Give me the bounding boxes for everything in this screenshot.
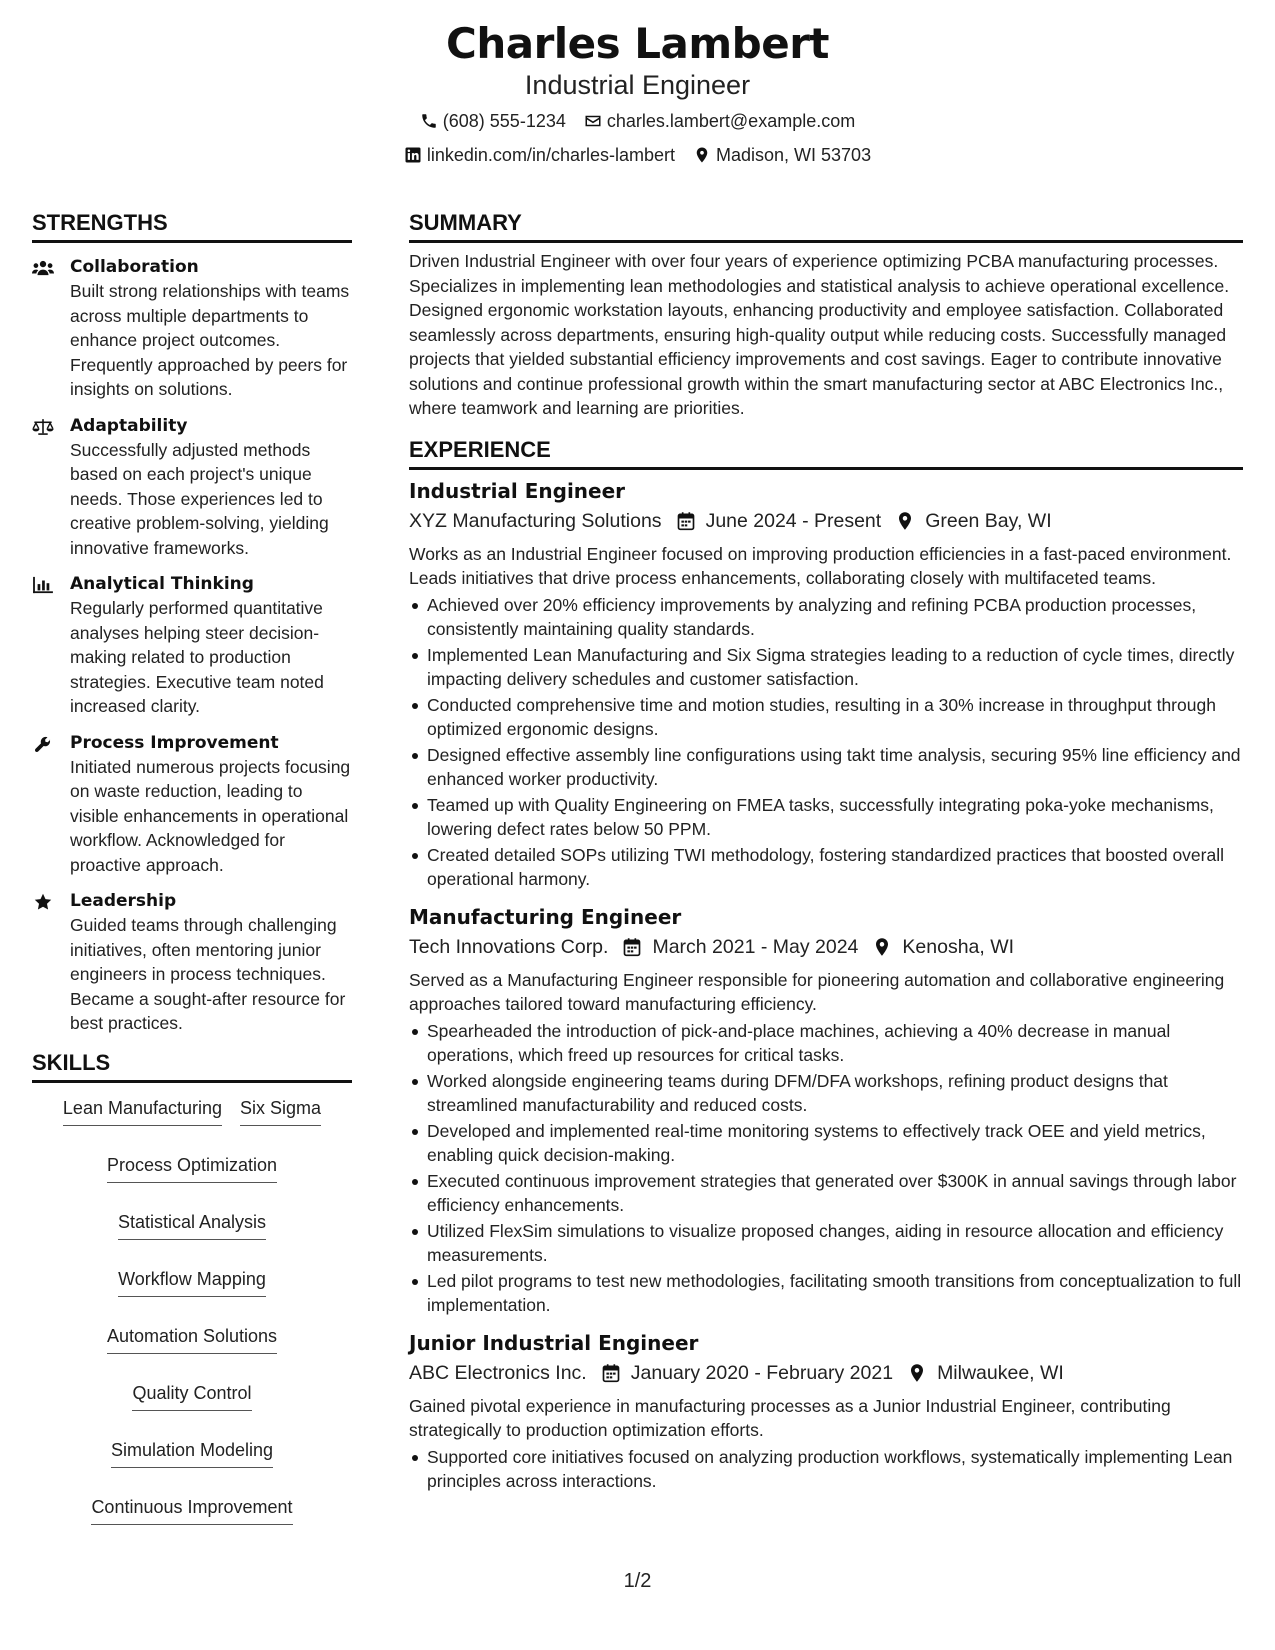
email-link[interactable]: charles.lambert@example.com (606, 110, 856, 131)
skill-tag: Workflow Mapping (118, 1264, 266, 1297)
contact-row-2 (0, 140, 1275, 170)
candidate-title: Industrial Engineer (524, 70, 751, 100)
job-entry (409, 476, 1243, 892)
job-bullet: Developed and implemented real-time monitoring systems to effectively track OEE and yield metrics, enabling quick decision-making. (409, 1119, 1243, 1168)
job-title: Industrial Engineer (409, 478, 626, 503)
job-bullet: Conducted comprehensive time and motion studies, resulting in a 30% increase in throughput through optimized ergonomic designs. (409, 693, 1243, 742)
calendar-icon (622, 937, 642, 957)
experience-heading: EXPERIENCE (409, 435, 1243, 470)
strength-desc: Successfully adjusted methods based on each project's unique needs. Those experiences led to creative problem-solving, yielding innovative frameworks. (70, 439, 329, 558)
strength-item (32, 731, 352, 878)
strength-title: Collaboration (70, 257, 199, 277)
page-number: 1/2 (623, 1570, 652, 1592)
strength-item (32, 414, 352, 561)
calendar-icon (601, 1363, 621, 1383)
job-bullet: Created detailed SOPs utilizing TWI methodology, fostering standardized practices that boosted overall operational harmony. (409, 843, 1243, 892)
skill-tag: Continuous Improvement (91, 1492, 292, 1525)
job-bullet: Implemented Lean Manufacturing and Six Sigma strategies leading to a reduction of cycle times, directly impacting delivery schedules and customer satisfaction. (409, 643, 1243, 692)
contact-email[interactable] (584, 111, 855, 132)
strength-desc: Guided teams through challenging initiatives, often mentoring junior engineers in process techniques. Became a sought-after resource for best practices. (70, 915, 346, 1033)
map-marker-icon (693, 146, 711, 164)
job-dates: March 2021 - May 2024 (652, 935, 859, 958)
map-marker-icon (872, 937, 892, 957)
summary-text: Driven Industrial Engineer with over four years of experience optimizing PCBA manufacturing processes. Specializes in implementing lean methodologies and statistical analysis to achieve operational excellence. Designed ergonomic workstation layouts, enhancing productivity and employee satisfaction. Collaborated seamlessly across departments, ensuring high-quality output while reducing costs. Successfully managed projects that yielded substantial efficiency improvements and cost savings. Eager to contribute innovative solutions and continue professional growth within the smart manufacturing sector at ABC Electronics Inc., where teamwork and learning are priorities. (409, 251, 1230, 418)
job-location: Kenosha, WI (902, 935, 1015, 958)
job-meta (409, 932, 1243, 962)
job-title: Manufacturing Engineer (409, 904, 682, 929)
left-column (32, 208, 352, 1525)
strength-title: Process Improvement (70, 732, 279, 753)
job-bullet: Supported core initiatives focused on analyzing production workflows, systematically implementing Lean principles across interactions. (409, 1445, 1243, 1494)
job-description: Gained pivotal experience in manufacturing processes as a Junior Industrial Engineer, contributing strategically to production optimization efforts. (409, 1395, 1171, 1440)
skill-tag: Statistical Analysis (118, 1207, 266, 1240)
job-bullets (409, 593, 1243, 892)
job-location: Green Bay, WI (925, 509, 1052, 532)
strength-item (32, 572, 352, 719)
skill-tag: Six Sigma (240, 1093, 321, 1126)
skill-tag: Automation Solutions (107, 1321, 277, 1354)
skill-tag: Lean Manufacturing (63, 1093, 222, 1126)
job-bullet: Led pilot programs to test new methodologies, facilitating smooth transitions from conceptualization to full implementation. (409, 1269, 1243, 1318)
job-meta (409, 506, 1243, 536)
wrench-icon (32, 735, 54, 753)
job-dates: June 2024 - Present (705, 509, 882, 532)
job-bullet: Utilized FlexSim simulations to visualize proposed changes, aiding in resource allocation and efficiency measurements. (409, 1219, 1243, 1268)
job-bullets (409, 1019, 1243, 1318)
balance-scale-icon (32, 418, 54, 436)
candidate-name: Charles Lambert (446, 19, 829, 68)
summary-heading: SUMMARY (409, 208, 1243, 243)
job-bullet: Worked alongside engineering teams during DFM/DFA workshops, refining product designs that streamlined manufacturability and reduced costs. (409, 1069, 1243, 1118)
job-title: Junior Industrial Engineer (409, 1330, 699, 1355)
skill-tag: Simulation Modeling (111, 1435, 273, 1468)
strength-title: Analytical Thinking (70, 574, 254, 594)
strength-desc: Initiated numerous projects focusing on waste reduction, leading to visible enhancements in operational workflow. Acknowledged for proactive approach. (70, 756, 351, 875)
contact-linkedin[interactable] (404, 145, 675, 166)
strength-item (32, 255, 352, 402)
job-location: Milwaukee, WI (937, 1361, 1064, 1384)
calendar-icon (676, 511, 696, 531)
users-icon (32, 259, 54, 277)
strengths-list (32, 255, 352, 1036)
phone-icon (420, 112, 438, 130)
job-bullets (409, 1445, 1243, 1494)
linkedin-icon (404, 146, 422, 164)
phone-text: (608) 555-1234 (442, 110, 566, 131)
job-entry (409, 902, 1243, 1318)
resume-header (0, 18, 1275, 170)
bar-chart-icon (32, 576, 54, 594)
job-entry (409, 1328, 1243, 1494)
strength-title: Leadership (70, 891, 177, 911)
job-bullet: Achieved over 20% efficiency improvements by analyzing and refining PCBA production processes, consistently maintaining quality standards. (409, 593, 1243, 642)
strength-desc: Regularly performed quantitative analyses helping steer decision-making related to production strategies. Executive team noted increased clarity. (70, 598, 324, 716)
strengths-heading: STRENGTHS (32, 208, 352, 243)
skill-tag: Quality Control (132, 1378, 251, 1411)
job-description: Works as an Industrial Engineer focused on improving production efficiencies in a fast-paced environment. Leads initiatives that drive process enhancements, collaborating closely with multifaceted teams. (409, 543, 1232, 588)
map-marker-icon (907, 1363, 927, 1383)
job-description: Served as a Manufacturing Engineer responsible for pioneering automation and collaborative engineering approaches tailored toward manufacturing efficiency. (409, 969, 1225, 1014)
job-bullet: Teamed up with Quality Engineering on FMEA tasks, successfully integrating poka-yoke mechanisms, lowering defect rates below 50 PPM. (409, 793, 1243, 842)
job-company: Tech Innovations Corp. (409, 935, 609, 958)
map-marker-icon (895, 511, 915, 531)
skills-list (32, 1093, 352, 1525)
job-company: XYZ Manufacturing Solutions (409, 509, 662, 532)
strength-title: Adaptability (70, 415, 188, 436)
linkedin-link[interactable]: linkedin.com/in/charles-lambert (426, 144, 675, 165)
envelope-icon (584, 112, 602, 130)
job-dates: January 2020 - February 2021 (630, 1361, 894, 1384)
job-meta (409, 1358, 1243, 1388)
location-text: Madison, WI 53703 (716, 144, 872, 165)
strength-desc: Built strong relationships with teams across multiple departments to enhance project outcomes. Frequently approached by peers for insights on solutions. (70, 281, 350, 399)
job-bullet: Spearheaded the introduction of pick-and-place machines, achieving a 40% decrease in manual operations, which freed up resources for critical tasks. (409, 1019, 1243, 1068)
contact-row-1 (0, 106, 1275, 136)
skill-tag: Process Optimization (107, 1150, 277, 1183)
star-icon (32, 893, 54, 911)
job-bullet: Executed continuous improvement strategies that generated over $300K in annual savings through labor efficiency enhancements. (409, 1169, 1243, 1218)
skills-heading: SKILLS (32, 1048, 352, 1083)
job-bullet: Designed effective assembly line configurations using takt time analysis, securing 95% line efficiency and enhanced worker productivity. (409, 743, 1243, 792)
strength-item (32, 889, 352, 1036)
right-column (409, 208, 1243, 1495)
job-company: ABC Electronics Inc. (409, 1361, 587, 1384)
contact-phone (420, 111, 566, 132)
contact-location (693, 145, 871, 166)
